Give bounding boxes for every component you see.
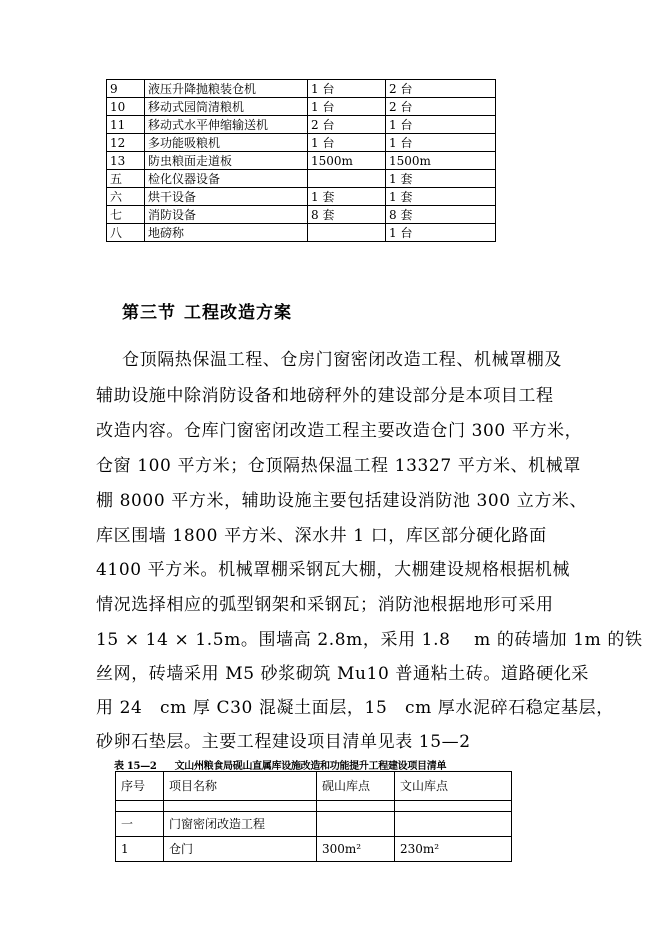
table-caption-label: 表 15—2 — [114, 761, 157, 772]
table-cell: 移动式园筒清粮机 — [145, 98, 308, 116]
table-cell: 地磅称 — [145, 224, 308, 242]
table-row — [107, 188, 496, 206]
table-caption — [114, 757, 446, 772]
column-header: 砚山库点 — [317, 772, 395, 801]
paragraph-line: 棚 8000 平方米，辅助设施主要包括建设消防池 300 立方米、 — [96, 491, 588, 511]
table-cell: 1 台 — [386, 224, 496, 242]
section-heading — [122, 298, 292, 323]
table-cell — [317, 812, 395, 837]
table-cell — [395, 812, 512, 837]
column-header: 序号 — [116, 772, 164, 801]
table-header-row — [116, 772, 512, 801]
table-cell: 11 — [107, 116, 145, 134]
table-cell — [308, 170, 386, 188]
table-cell: 1 套 — [386, 170, 496, 188]
table-cell: 六 — [107, 188, 145, 206]
column-header: 文山库点 — [395, 772, 512, 801]
section-title: 工程改造方案 — [184, 303, 292, 323]
table-cell: 1500m — [386, 152, 496, 170]
table-cell — [308, 224, 386, 242]
table-row — [107, 134, 496, 152]
paragraph-line: 辅助设施中除消防设备和地磅秤外的建设部分是本项目工程 — [96, 386, 554, 406]
table-cell: 1500m — [308, 152, 386, 170]
table-cell: 一 — [116, 812, 164, 837]
paragraph-line: 15 × 14 × 1.5m。围墙高 2.8m，采用 1.8 m 的砖墙加 1m 的铁 — [96, 630, 643, 650]
table-row — [107, 80, 496, 98]
table-cell: 1 台 — [386, 116, 496, 134]
table-row — [116, 812, 512, 837]
section-number: 第三节 — [122, 303, 176, 323]
paragraph-line: 仓顶隔热保温工程、仓房门窗密闭改造工程、机械罩棚及 — [122, 350, 562, 370]
table-cell: 2 台 — [386, 98, 496, 116]
table-cell: 多功能吸粮机 — [145, 134, 308, 152]
table-cell: 1 台 — [308, 98, 386, 116]
table-cell: 1 台 — [308, 80, 386, 98]
table-cell: 1 套 — [386, 188, 496, 206]
table-row — [107, 116, 496, 134]
table-cell: 烘干设备 — [145, 188, 308, 206]
table-cell: 七 — [107, 206, 145, 224]
paragraph-line: 库区围墙 1800 平方米、深水井 1 口，库区部分硬化路面 — [96, 526, 547, 546]
table-cell: 检化仪器设备 — [145, 170, 308, 188]
table-row — [107, 206, 496, 224]
table-cell: 230m² — [395, 837, 512, 862]
table-cell: 五 — [107, 170, 145, 188]
table-cell: 防虫粮面走道板 — [145, 152, 308, 170]
paragraph-line: 砂卵石垫层。主要工程建设项目清单见表 15—2 — [96, 732, 471, 752]
table-cell: 8 套 — [308, 206, 386, 224]
table-cell: 移动式水平伸缩输送机 — [145, 116, 308, 134]
table-spacer-row — [116, 801, 512, 812]
table-cell: 1 — [116, 837, 164, 862]
table-cell: 消防设备 — [145, 206, 308, 224]
table-cell: 1 台 — [386, 134, 496, 152]
paragraph-line: 丝网，砖墙采用 M5 砂浆砌筑 Mu10 普通粘土砖。道路硬化采 — [96, 664, 590, 684]
table-cell: 八 — [107, 224, 145, 242]
paragraph-line: 情况选择相应的弧型钢架和采钢瓦；消防池根据地形可采用 — [96, 595, 554, 615]
column-header: 项目名称 — [164, 772, 317, 801]
table-cell: 液压升降抛粮装仓机 — [145, 80, 308, 98]
paragraph-line: 改造内容。仓库门窗密闭改造工程主要改造仓门 300 平方米， — [96, 421, 583, 441]
project-table — [115, 771, 512, 862]
paragraph-line: 仓窗 100 平方米；仓顶隔热保温工程 13327 平方米、机械罩 — [96, 456, 581, 476]
table-cell: 300m² — [317, 837, 395, 862]
table-row — [116, 837, 512, 862]
paragraph-line: 4100 平方米。机械罩棚采钢瓦大棚，大棚建设规格根据机械 — [96, 560, 571, 580]
table-cell: 门窗密闭改造工程 — [164, 812, 317, 837]
table-row — [107, 224, 496, 242]
table-cell: 1 套 — [308, 188, 386, 206]
table-cell: 9 — [107, 80, 145, 98]
table-cell: 10 — [107, 98, 145, 116]
table-cell: 13 — [107, 152, 145, 170]
table-caption-title: 文山州粮食局砚山直属库设施改造和功能提升工程建设项目清单 — [174, 761, 447, 772]
equipment-table — [106, 79, 496, 242]
table-cell: 12 — [107, 134, 145, 152]
table-cell: 仓门 — [164, 837, 317, 862]
paragraph-line: 用 24 cm 厚 C30 混凝土面层，15 cm 厚水泥碎石稳定基层， — [96, 698, 614, 718]
table-row — [107, 98, 496, 116]
table-row — [107, 152, 496, 170]
table-cell: 2 台 — [386, 80, 496, 98]
table-row — [107, 170, 496, 188]
table-cell: 2 台 — [308, 116, 386, 134]
table-cell: 1 台 — [308, 134, 386, 152]
table-cell: 8 套 — [386, 206, 496, 224]
